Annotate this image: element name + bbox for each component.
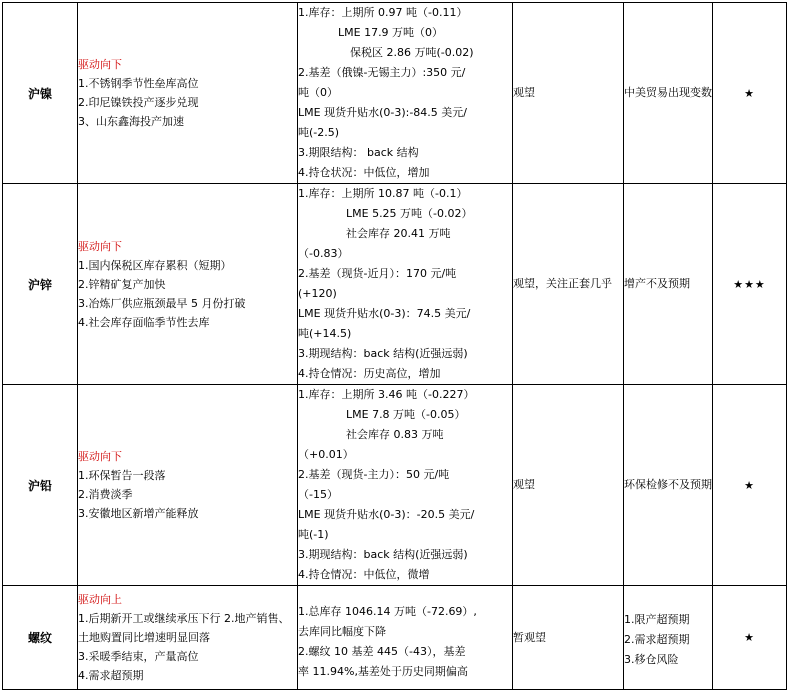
rating-stars: ★ [713,385,787,586]
detail-line: LME 17.9 万吨（0） [338,26,444,39]
driver-item: 1.环保暂告一段落 [78,469,166,482]
detail-line: LME 现货升贴水(0-3)：74.5 美元/ [298,307,471,320]
detail-line: 4.持仓情况：中低位，微增 [298,568,430,581]
driver-item: 4.社会库存面临季节性去库 [78,315,210,329]
driver-direction: 驱动向下 [78,58,122,71]
driver-item: 1.后期新开工或继续承压下行 2.地产销售、土地购置同比增速明显回落 [78,612,290,644]
detail-line: 1.总库存 1046.14 万吨（-72.69）, [298,604,477,618]
driver-item: 3.冶炼厂供应瓶颈最早 5 月份打破 [78,296,246,310]
driver-direction: 驱动向下 [78,450,122,463]
risk-item: 2.需求超预期 [624,632,690,646]
commodity-name: 沪铅 [3,385,78,586]
driver-item: 2.印尼镍铁投产逐步兑现 [78,96,199,109]
commodity-name: 螺纹 [3,586,78,690]
table-row [3,586,787,690]
driver-item: 3.安徽地区新增产能释放 [78,507,199,520]
table-row [3,3,787,184]
detail-line: 2.螺纹 10 基差 445（-43），基差 [298,644,466,658]
detail-line: 1.库存：上期所 10.87 吨（-0.1） [298,187,468,200]
detail-line: 吨（0） [298,86,338,99]
commodity-name: 沪锌 [3,184,78,385]
driver-item: 4.需求超预期 [78,669,144,682]
detail-line: 3.期限结构： back 结构 [298,146,419,159]
detail-line: (+120) [298,287,337,300]
risk-cell: 增产不及预期 [624,184,713,385]
detail-line: 2.基差（现货-近月）：170 元/吨 [298,267,457,280]
detail-line: （+0.01） [298,448,354,461]
risk-item: 3.移仓风险 [624,652,679,666]
detail-line: LME 现货升贴水(0-3):-84.5 美元/ [298,106,467,119]
detail-line: 吨(-2.5) [298,126,340,139]
detail-line: 社会库存 20.41 万吨 [346,227,451,240]
detail-line: LME 现货升贴水(0-3)：-20.5 美元/ [298,508,475,521]
rating-stars: ★ [713,3,787,184]
detail-line: 4.持仓状况：中低位，增加 [298,166,430,179]
detail-cell [298,385,513,586]
detail-cell [298,3,513,184]
rating-stars: ★★★ [713,184,787,385]
driver-item: 3、山东鑫海投产加速 [78,115,184,128]
driver-cell [78,184,298,385]
commodity-name: 沪镍 [3,3,78,184]
driver-direction: 驱动向上 [78,593,122,606]
driver-cell [78,3,298,184]
detail-line: LME 5.25 万吨（-0.02） [346,207,473,220]
detail-line: 社会库存 0.83 万吨 [346,428,444,441]
rating-stars: ★ [713,586,787,690]
table-row [3,385,787,586]
detail-line: 2.基差（俄镍-无锡主力）:350 元/ [298,66,466,79]
view-cell: 观望 [513,3,624,184]
detail-cell [298,586,513,690]
detail-line: 保税区 2.86 万吨(-0.02) [350,46,474,59]
driver-cell [78,385,298,586]
risk-item: 1.限产超预期 [624,612,690,626]
detail-line: （-0.83） [298,247,349,260]
driver-item: 1.不锈钢季节性垒库高位 [78,77,199,90]
detail-line: 吨(-1) [298,528,329,541]
driver-item: 3.采暖季结束，产量高位 [78,650,199,663]
detail-line: LME 7.8 万吨（-0.05） [346,408,466,421]
detail-line: （-15） [298,488,338,501]
risk-cell [624,586,713,690]
detail-line: 1.库存：上期所 0.97 吨（-0.11） [298,6,468,19]
futures-strategy-table [2,2,787,690]
detail-cell [298,184,513,385]
table-row [3,184,787,385]
detail-line: 率 11.94%,基差处于历史同期偏高 [298,664,468,678]
risk-cell: 中美贸易出现变数 [624,3,713,184]
detail-line: 2.基差（现货-主力）：50 元/吨 [298,468,450,481]
driver-item: 2.锌精矿复产加快 [78,277,166,291]
driver-cell [78,586,298,690]
view-cell: 观望 [513,385,624,586]
detail-line: 吨(+14.5) [298,327,352,340]
detail-line: 1.库存：上期所 3.46 吨（-0.227） [298,388,475,401]
view-cell: 暂观望 [513,586,624,690]
detail-line: 3.期现结构：back 结构(近强远弱) [298,548,468,561]
driver-item: 2.消费淡季 [78,488,133,501]
view-cell: 观望，关注正套几乎 [513,184,624,385]
risk-cell: 环保检修不及预期 [624,385,713,586]
driver-direction: 驱动向下 [78,239,122,253]
detail-line: 去库同比幅度下降 [298,624,386,638]
detail-line: 3.期现结构：back 结构(近强远弱) [298,347,468,360]
detail-line: 4.持仓情况：历史高位，增加 [298,367,441,380]
driver-item: 1.国内保税区库存累积（短期） [78,258,232,272]
